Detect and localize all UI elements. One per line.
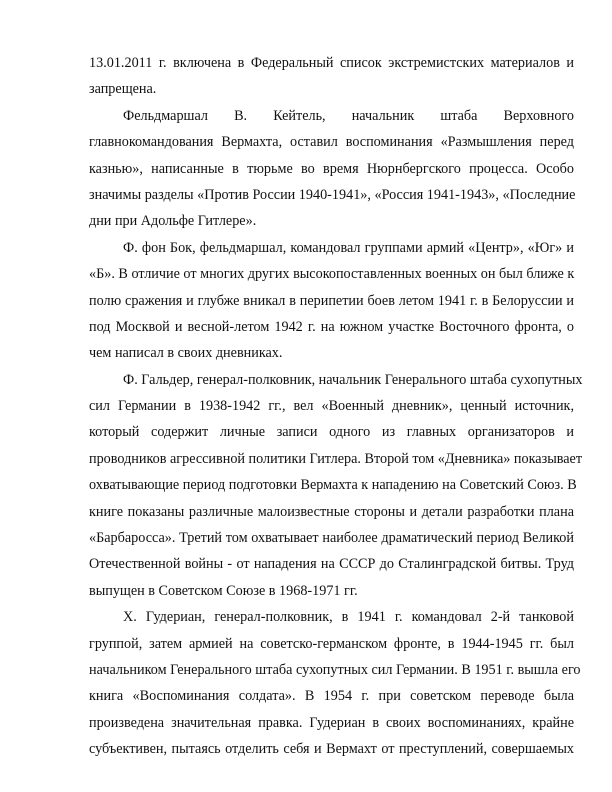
paragraph-line: проводников агрессивной политики Гитлера. Второй том «Дневника» показывает	[89, 450, 583, 467]
paragraph-line: дни при Адольфе Гитлере».	[89, 213, 257, 230]
paragraph-line: «Б». В отличие от многих других высокопоставленных военных он был ближе к	[89, 266, 575, 283]
paragraph-line: Ф. Гальдер, генерал-полковник, начальник Генерального штаба сухопутных	[123, 371, 583, 388]
paragraph-line: значимы разделы «Против России 1940-1941», «Россия 1941-1943», «Последние	[89, 186, 576, 203]
paragraph-line: выпущен в Советском Союзе в 1968-1971 гг.	[89, 582, 358, 599]
paragraph-3	[89, 235, 574, 367]
paragraph-line: Отечественной войны - от нападения на СССР до Сталинградской битвы. Труд	[89, 556, 574, 573]
paragraph-line: сил Германии в 1938-1942 гг., вел «Военный дневник», ценный источник,	[89, 398, 574, 415]
paragraph-line: субъективен, пытаясь отделить себя и Вермахт от преступлений, совершаемых	[89, 741, 574, 758]
paragraph-line: Ф. фон Бок, фельдмаршал, командовал группами армий «Центр», «Юг» и	[123, 239, 574, 256]
paragraph-4	[89, 367, 583, 605]
paragraph-5	[89, 604, 581, 762]
paragraph-line: «Барбаросса». Третий том охватывает наиболее драматический период Великой	[89, 530, 574, 547]
paragraph-line: главнокомандования Вермахта, оставил воспоминания «Размышления перед	[89, 134, 574, 151]
document-body	[89, 50, 583, 763]
paragraph-line: книге показаны различные малоизвестные стороны и детали разработки плана	[89, 503, 574, 520]
paragraph-line: группой, затем армией на советско-германском фронте, в 1944-1945 гг. был	[89, 635, 574, 652]
paragraph-line: Х. Гудериан, генерал-полковник, в 1941 г. командовал 2-й танковой	[123, 609, 574, 626]
paragraph-line: Фельдмаршал В. Кейтель, начальник штаба Верховного	[123, 107, 574, 124]
paragraph-line: охватывающие период подготовки Вермахта к нападению на Советский Союз. В	[89, 477, 577, 494]
paragraph-line: который содержит личные записи одного из главных организаторов и	[89, 424, 574, 441]
paragraph-2	[89, 103, 574, 235]
paragraph-line: 13.01.2011 г. включена в Федеральный список экстремистских материалов и	[89, 55, 574, 71]
paragraph-1	[89, 50, 574, 103]
paragraph-line: произведена значительная правка. Гудериан в своих воспоминаниях, крайне	[89, 714, 574, 731]
paragraph-line: начальником Генерального штаба сухопутных сил Германии. В 1951 г. вышла его	[89, 661, 581, 678]
paragraph-line: запрещена.	[89, 81, 157, 98]
paragraph-line: книга «Воспоминания солдата». В 1954 г. при советском переводе была	[89, 688, 574, 705]
paragraph-line: казнью», написанные в тюрьме во время Нюрнбергского процесса. Особо	[89, 160, 574, 177]
paragraph-line: полю сражения и глубже вникал в перипетии боев летом 1941 г. в Белоруссии и	[89, 292, 574, 309]
paragraph-line: чем написал в своих дневниках.	[89, 345, 283, 362]
paragraph-line: под Москвой и весной-летом 1942 г. на южном участке Восточного фронта, о	[89, 318, 574, 335]
